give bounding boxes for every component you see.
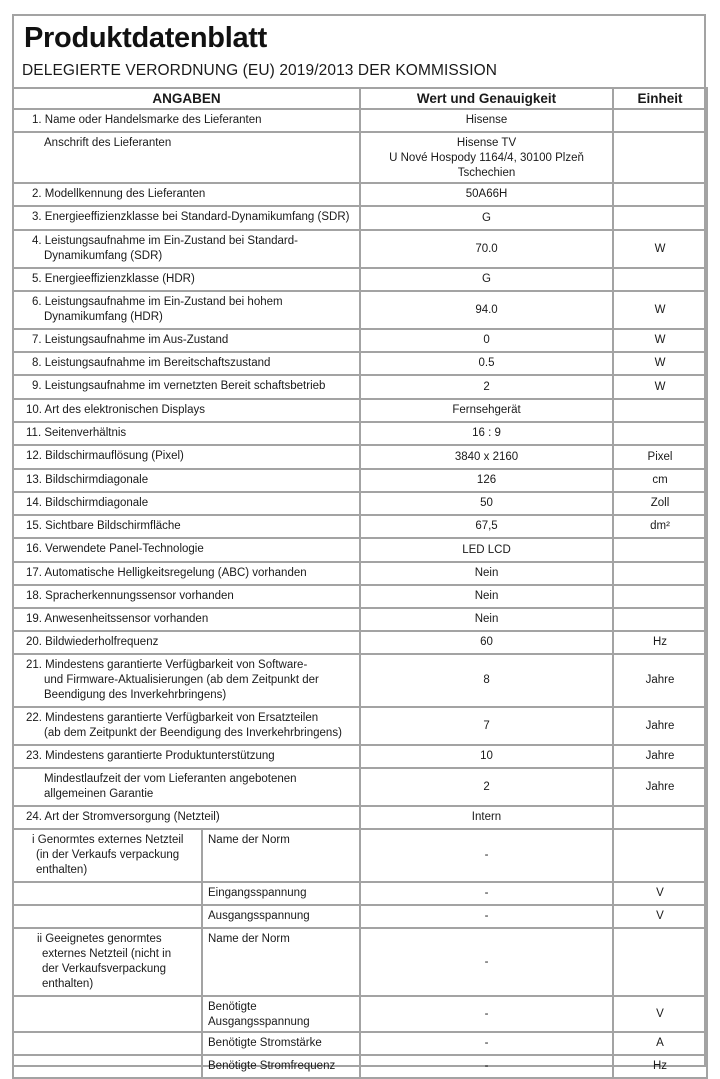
row-label: 24. Art der Stromversorgung (Netzteil) [13, 806, 360, 829]
row-value: 2 [360, 375, 613, 399]
table-row [13, 109, 707, 132]
row-label: 4. Leistungsaufnahme im Ein-Zustand bei Standard- Dynamikumfang (SDR) [13, 230, 360, 268]
row-label: 13. Bildschirmdiagonale [13, 469, 360, 492]
psu-ii-row [13, 928, 707, 996]
row-label: 10. Art des elektronischen Displays [13, 399, 360, 422]
row-value: 50 [360, 492, 613, 515]
row-value: - [360, 1032, 613, 1055]
row-unit: A [613, 1032, 707, 1055]
row-unit: Pixel [613, 445, 707, 469]
row-value: 2 [360, 768, 613, 806]
row-label: 17. Automatische Helligkeitsregelung (ABC) vorhanden [13, 562, 360, 585]
row-value: G [360, 206, 613, 230]
row-unit [613, 268, 707, 291]
psu-sub-label: Eingangsspannung [202, 882, 360, 905]
row-value: - [360, 882, 613, 905]
row-label: 7. Leistungsaufnahme im Aus-Zustand [13, 329, 360, 352]
row-unit: W [613, 291, 707, 329]
row-unit: Jahre [613, 768, 707, 806]
row-value: 94.0 [360, 291, 613, 329]
table-row [13, 230, 707, 268]
row-value: - [360, 996, 613, 1032]
row-label: 2. Modellkennung des Lieferanten [13, 183, 360, 206]
psu-ii-row [13, 996, 707, 1032]
row-unit: Jahre [613, 707, 707, 745]
table-row [13, 707, 707, 745]
row-label: 5. Energieeffizienzklasse (HDR) [13, 268, 360, 291]
header-wert: Wert und Genauigkeit [360, 88, 613, 109]
row-unit [613, 538, 707, 562]
row-value: 0 [360, 329, 613, 352]
psu-i-row [13, 882, 707, 905]
row-label: 15. Sichtbare Bildschirmfläche [13, 515, 360, 538]
table-row [13, 132, 707, 183]
row-value: 50A66H [360, 183, 613, 206]
row-unit: V [613, 882, 707, 905]
row-unit: Zoll [613, 492, 707, 515]
row-label: 12. Bildschirmauflösung (Pixel) [13, 445, 360, 469]
spec-table [12, 87, 708, 1079]
table-row [13, 492, 707, 515]
row-value: 0.5 [360, 352, 613, 375]
row-unit: dm² [613, 515, 707, 538]
psu-ii-group-label: ii Geeignetes genormtes externes Netzteil (nicht in der Verkaufsverpackung enthalten) [13, 928, 202, 996]
row-unit [613, 422, 707, 445]
row-unit: W [613, 230, 707, 268]
header-angaben: ANGABEN [13, 88, 360, 109]
row-value: - [360, 905, 613, 928]
page-title: Produktdatenblatt [24, 22, 268, 54]
table-row [13, 806, 707, 829]
row-label: 20. Bildwiederholfrequenz [13, 631, 360, 654]
table-row [13, 352, 707, 375]
row-label: 9. Leistungsaufnahme im vernetzten Bereit schaftsbetrieb [13, 375, 360, 399]
table-header-row [13, 88, 707, 109]
row-label: Mindestlaufzeit der vom Lieferanten angebotenen allgemeinen Garantie [13, 768, 360, 806]
row-value: Hisense [360, 109, 613, 132]
row-value: 60 [360, 631, 613, 654]
row-label: 8. Leistungsaufnahme im Bereitschaftszustand [13, 352, 360, 375]
row-value: 3840 x 2160 [360, 445, 613, 469]
row-unit: Jahre [613, 654, 707, 707]
psu-sub-label: Benötigte Ausgangsspannung [202, 996, 360, 1032]
row-unit: Jahre [613, 745, 707, 768]
table-row [13, 515, 707, 538]
psu-i-row [13, 905, 707, 928]
table-row [13, 268, 707, 291]
row-unit: W [613, 375, 707, 399]
row-label: 21. Mindestens garantierte Verfügbarkeit von Software- und Firmware-Aktualisierungen (ab dem Zeitpunkt der Beendigung des Inverkehrbringens) [13, 654, 360, 707]
row-unit: V [613, 905, 707, 928]
row-value: 70.0 [360, 230, 613, 268]
row-value: 8 [360, 654, 613, 707]
row-value: G [360, 268, 613, 291]
row-unit [613, 132, 707, 183]
psu-sub-label: Name der Norm [202, 928, 360, 996]
row-unit [613, 562, 707, 585]
table-row [13, 445, 707, 469]
row-value: LED LCD [360, 538, 613, 562]
row-unit [613, 206, 707, 230]
row-unit: Hz [613, 631, 707, 654]
table-row [13, 422, 707, 445]
table-row [13, 329, 707, 352]
row-value: 16 : 9 [360, 422, 613, 445]
psu-sub-label: Ausgangsspannung [202, 905, 360, 928]
row-unit [613, 183, 707, 206]
row-unit [613, 608, 707, 631]
psu-sub-label: Benötigte Stromfrequenz [202, 1055, 360, 1078]
row-value: 10 [360, 745, 613, 768]
row-unit [613, 928, 707, 996]
table-row [13, 745, 707, 768]
row-label: 19. Anwesenheitssensor vorhanden [13, 608, 360, 631]
row-value: 126 [360, 469, 613, 492]
psu-i-group-label: i Genormtes externes Netzteil (in der Verkaufs verpackung enthalten) [13, 829, 202, 882]
row-label: 14. Bildschirmdiagonale [13, 492, 360, 515]
row-unit: W [613, 352, 707, 375]
row-value: Nein [360, 585, 613, 608]
table-row [13, 562, 707, 585]
psu-ii-row [13, 1032, 707, 1055]
row-unit: Hz [613, 1055, 707, 1078]
table-row [13, 768, 707, 806]
header-einheit: Einheit [613, 88, 707, 109]
psu-sub-label: Name der Norm [202, 829, 360, 882]
row-unit [613, 806, 707, 829]
table-row [13, 183, 707, 206]
product-data-sheet [12, 14, 706, 1072]
row-unit [613, 585, 707, 608]
row-value: Fernsehgerät [360, 399, 613, 422]
row-label: 22. Mindestens garantierte Verfügbarkeit von Ersatzteilen (ab dem Zeitpunkt der Beendigung des Inverkehrbringens) [13, 707, 360, 745]
row-unit [613, 399, 707, 422]
table-row [13, 206, 707, 230]
row-unit: V [613, 996, 707, 1032]
row-unit [613, 829, 707, 882]
row-value: - [360, 829, 613, 882]
psu-sub-label: Benötigte Stromstärke [202, 1032, 360, 1055]
row-label: 1. Name oder Handelsmarke des Lieferanten [13, 109, 360, 132]
table-row [13, 631, 707, 654]
row-value: - [360, 928, 613, 996]
row-value: Nein [360, 562, 613, 585]
row-label: 16. Verwendete Panel-Technologie [13, 538, 360, 562]
row-unit: W [613, 329, 707, 352]
row-unit [613, 109, 707, 132]
table-row [13, 538, 707, 562]
row-value: 67,5 [360, 515, 613, 538]
row-unit: cm [613, 469, 707, 492]
row-label: 6. Leistungsaufnahme im Ein-Zustand bei hohem Dynamikumfang (HDR) [13, 291, 360, 329]
row-label: 18. Spracherkennungssensor vorhanden [13, 585, 360, 608]
table-row [13, 608, 707, 631]
row-label: 11. Seitenverhältnis [13, 422, 360, 445]
row-label: Anschrift des Lieferanten [13, 132, 360, 183]
row-label: 23. Mindestens garantierte Produktunterstützung [13, 745, 360, 768]
row-value: Nein [360, 608, 613, 631]
row-value: 7 [360, 707, 613, 745]
table-row [13, 399, 707, 422]
table-row [13, 291, 707, 329]
row-value: - [360, 1055, 613, 1078]
row-value: Intern [360, 806, 613, 829]
table-row [13, 469, 707, 492]
row-value: Hisense TV U Nové Hospody 1164/4, 30100 Plzeň Tschechien [360, 132, 613, 183]
table-row [13, 585, 707, 608]
table-row [13, 375, 707, 399]
psu-ii-row [13, 1055, 707, 1078]
row-label: 3. Energieeffizienzklasse bei Standard-Dynamikumfang (SDR) [13, 206, 360, 230]
psu-i-row [13, 829, 707, 882]
page-subtitle: DELEGIERTE VERORDNUNG (EU) 2019/2013 DER KOMMISSION [22, 62, 498, 79]
table-row [13, 654, 707, 707]
